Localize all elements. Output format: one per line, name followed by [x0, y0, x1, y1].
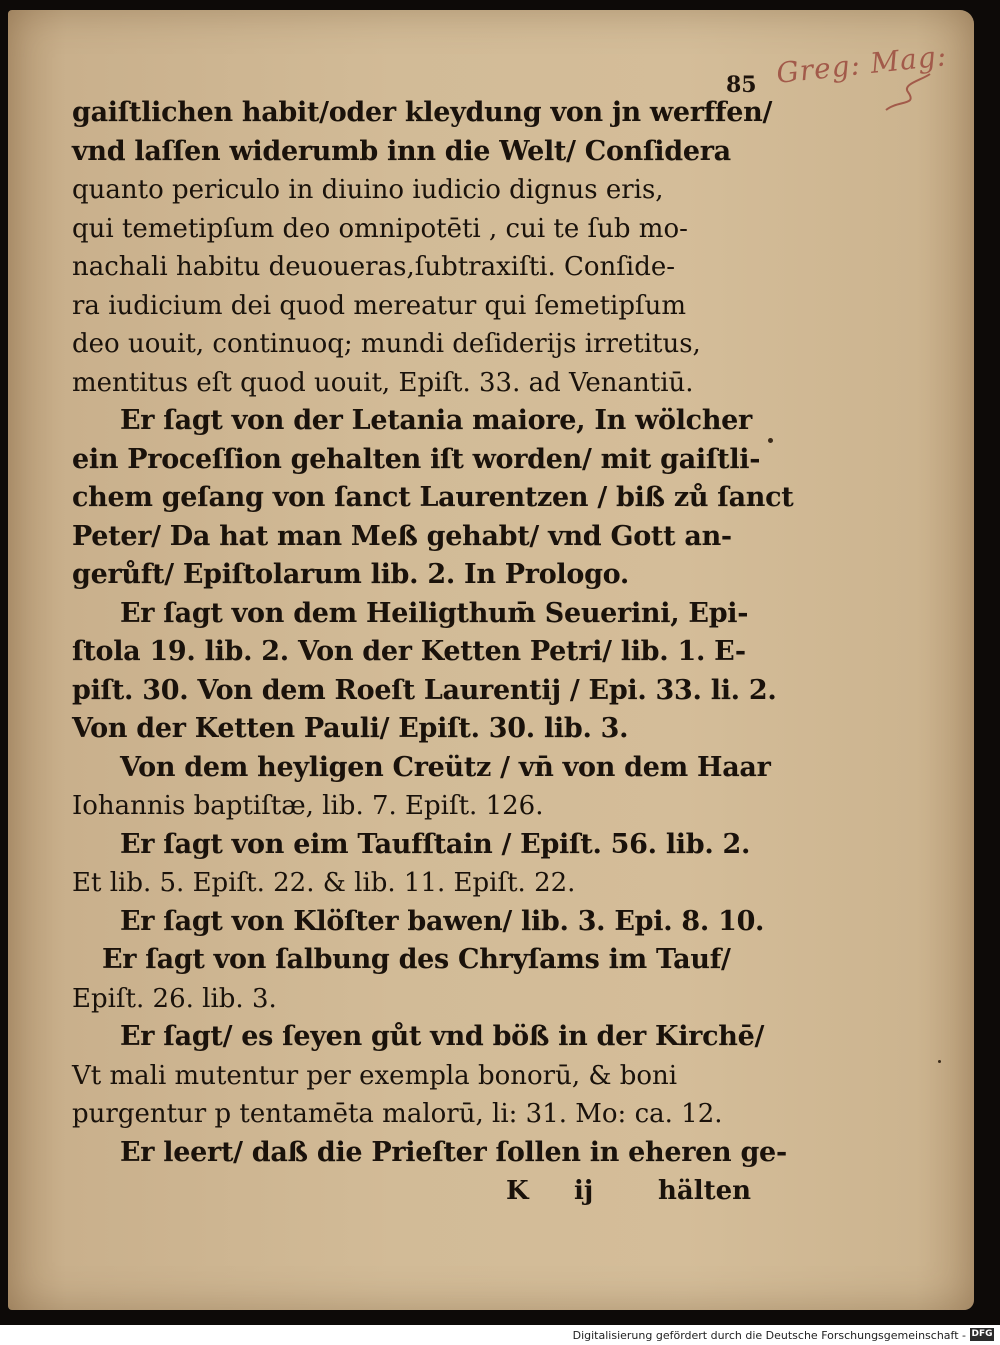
- text-line: deo uouit, continuoq; mundi deſiderijs irretitus,: [72, 329, 701, 359]
- text-line: chem geſang von ſanct Laurentzen / biß zů ſanct: [72, 482, 794, 513]
- text-line: Peter/ Da hat man Meß gehabt/ vnd Gott an-: [72, 520, 732, 552]
- text-line: Vt mali mutentur per exempla bonorū, & boni: [72, 1060, 678, 1091]
- margin-handwritten-note: Greg: Mag:: [774, 39, 949, 90]
- text-line: Von der Ketten Pauli/ Epiſt. 30. lib. 3.: [72, 713, 629, 744]
- ink-flourish-icon: [878, 70, 938, 120]
- signature-mark: K: [506, 1176, 529, 1206]
- text-line: gerůft/ Epiſtolarum lib. 2. In Prologo.: [72, 559, 630, 590]
- catchline-row: [72, 1172, 772, 1211]
- text-line: Er ſagt von ſalbung des Chryſams im Tauf/: [102, 944, 731, 975]
- text-line: Er ſagt von Klöſter bawen/ lib. 3. Epi. 8. 10.: [120, 905, 765, 937]
- text-line: Von dem heyligen Creütz / vn̄ von dem Haar: [120, 751, 771, 783]
- text-line: Epiſt. 26. lib. 3.: [72, 983, 277, 1014]
- text-line: Iohannis baptiſtæ, lib. 7. Epiſt. 126.: [72, 791, 544, 821]
- text-line: Er ſagt/ es ſeyen gůt vnd böß in der Kirchē/: [120, 1021, 765, 1052]
- text-line: ra iudicium dei quod mereatur qui ſemetipſum: [72, 290, 687, 321]
- text-line: Er ſagt von dem Heiligthum̄ Seuerini, Epi-: [120, 597, 749, 629]
- text-line: ſtola 19. lib. 2. Von der Ketten Petri/ lib. 1. E-: [72, 636, 746, 667]
- funding-notice: Digitalisierung gefördert durch die Deutsche Forschungsgemeinschaft -: [572, 1329, 966, 1342]
- dfg-logo: DFG: [971, 1329, 993, 1339]
- text-line: nachali habitu deuoueras,ſubtraxiſti. Conſide-: [72, 252, 676, 282]
- text-line: piſt. 30. Von dem Roeſt Laurentij / Epi. 33. li. 2.: [72, 674, 777, 706]
- paper-speck: [938, 1060, 941, 1063]
- catchword: hälten: [658, 1176, 752, 1206]
- text-line: gaiſtlichen habit/oder kleydung von jn werffen/: [72, 97, 773, 128]
- text-line: Er ſagt von der Letania maiore, In wölcher: [120, 405, 752, 436]
- text-line: mentitus eſt quod uouit, Epiſt. 33. ad Venantiū.: [72, 367, 694, 398]
- text-body: [72, 94, 794, 1211]
- text-line: Er ſagt von eim Taufſtain / Epiſt. 56. lib. 2.: [120, 828, 751, 860]
- book-page: [8, 10, 974, 1310]
- text-line: qui temetipſum deo omnipotēti , cui te ſub mo-: [72, 213, 688, 244]
- text-line: Er leert/ daß die Prieſter ſollen in eheren ge-: [120, 1136, 787, 1168]
- page-number: 85: [726, 72, 757, 98]
- signature-number: ij: [574, 1176, 594, 1206]
- text-line: vnd laſſen widerumb inn die Welt/ Conſidera: [72, 135, 731, 167]
- text-line: purgentur p tentamēta malorū, li: 31. Mo: ca. 12.: [72, 1099, 723, 1129]
- text-line: ein Proceſſion gehalten iſt worden/ mit gaiſtli-: [72, 443, 761, 475]
- text-line: quanto periculo in diuino iudicio dignus eris,: [72, 175, 664, 205]
- text-line: Et lib. 5. Epiſt. 22. & lib. 11. Epiſt. 22.: [72, 868, 576, 898]
